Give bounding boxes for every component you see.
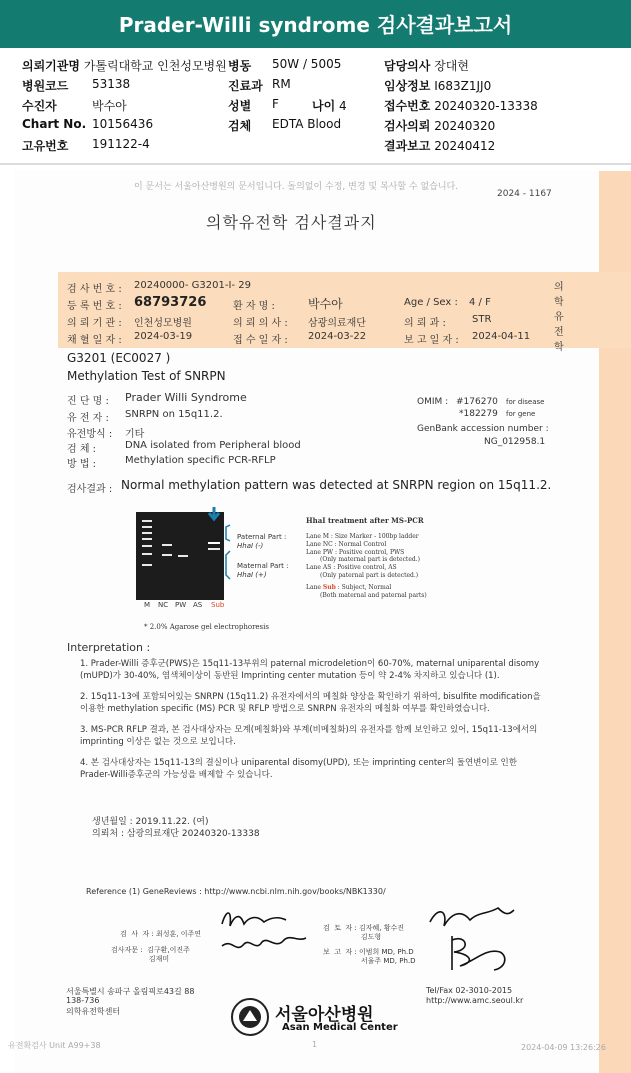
maternal-label: Maternal Part : [237, 562, 289, 570]
header-divider [0, 163, 631, 165]
collect-value: 2024-03-19 [134, 331, 193, 342]
reportdate-label: 보 고 일 자 : [404, 335, 459, 346]
value-sex: F [272, 97, 279, 111]
lane-label-as: AS [193, 601, 203, 609]
label-request-date: 검사의뢰 [384, 119, 431, 133]
gene-value: SNRPN on 15q11.2. [125, 409, 223, 420]
paternal-hhai: HhaI (-) [237, 542, 264, 550]
label-report-date: 결과보고 [384, 139, 431, 153]
value-ward: 50W / 5005 [272, 57, 342, 71]
lane-label-pw: PW [175, 601, 187, 609]
asan-logo-icon [230, 997, 270, 1037]
dx-value: Prader Willi Syndrome [125, 391, 247, 404]
legend-sub-suffix: : Subject, Normal [335, 583, 392, 591]
legend-lane-nc: Lane NC : Normal Control [306, 540, 387, 548]
agesex-value: 4 / F [469, 297, 491, 308]
value-department: RM [272, 77, 291, 91]
footer-page: 1 [312, 1040, 318, 1049]
legend-sub-prefix: Lane [306, 583, 323, 591]
label-patient: 수진자 [22, 99, 57, 113]
dx-label: 진 단 명 : [67, 396, 109, 407]
value-unique-no: 191122-4 [92, 137, 150, 151]
institution-label: 의 뢰 기 관 : [67, 318, 122, 329]
interp-item: 4. 본 검사대상자는 15q11-13의 결실이나 uniparental disomy(UPD), 또는 imprinting center의 돌연변이로 인한 Prader-Willi증후군의 가능성을 배제할 수 있습니다. [80, 758, 517, 780]
genbank-label: GenBank accession number : [417, 424, 549, 434]
method-label: 방 법 : [67, 459, 97, 470]
value-specimen: EDTA Blood [272, 117, 342, 131]
physician-value: 삼광의료재단 [308, 318, 366, 329]
specimen-label: 검 체 : [67, 444, 97, 455]
inherit-value: 기타 [125, 429, 145, 440]
label-receipt-no: 접수번호 [384, 99, 431, 113]
omim2-note: for gene [506, 410, 536, 418]
reg-value: 68793726 [134, 295, 207, 310]
sig-advisor: 검사자문 : 김구환,이진주 김재미 [111, 946, 190, 963]
sig-tester: 검 사 자 : 최성훈, 이주연 [120, 930, 202, 938]
dept-value: STR [472, 314, 492, 325]
value-clinical-info: I683Z1JJ0 [434, 79, 492, 93]
accession-value: 20240000- G3201-I- 29 [134, 280, 251, 291]
paternal-bracket-icon [226, 525, 230, 541]
collect-label: 채 혈 일 자 : [67, 335, 122, 346]
dob: 생년월일 : 2019.11.22. (여) [92, 817, 209, 827]
test-name: Methylation Test of SNRPN [67, 369, 226, 383]
label-institution: 의뢰기관명 [22, 59, 80, 73]
value-age: 4 [339, 99, 347, 113]
side-label: 의학유전학 [554, 282, 564, 353]
institution-value: 인천성모병원 [134, 318, 192, 329]
receive-label: 접 수 일 자 : [233, 335, 288, 346]
value-chart-no: 10156436 [92, 117, 154, 131]
label-hospital-code: 병원코드 [22, 79, 69, 93]
footer-right: 2024-04-09 13:26:26 [521, 1043, 606, 1052]
label-doctor: 담당의사 [384, 59, 431, 73]
value-doctor: 장대현 [434, 59, 469, 73]
label-ward: 병동 [228, 59, 252, 73]
legend-lane-m: Lane M : Size Marker - 100bp ladder [306, 533, 419, 540]
requester: 의뢰처 : 삼광의료재단 20240320-13338 [92, 829, 260, 839]
label-age: 나이 [312, 99, 336, 113]
omim-label: OMIM : [417, 397, 449, 407]
value-institution: 가톨릭대학교 인천성모병원 [83, 59, 227, 73]
genbank-value: NG_012958.1 [484, 437, 546, 447]
report-title: Prader-Willi syndrome 검사결과보고서 [0, 0, 631, 48]
label-specimen: 검체 [228, 119, 252, 133]
website: http://www.amc.seoul.kr [426, 996, 524, 1005]
legend-sub-highlight: Sub [322, 583, 336, 591]
gene-label: 유 전 자 : [67, 413, 109, 424]
agesex-label: Age / Sex : [404, 297, 458, 308]
doc-number: 2024 - 1167 [497, 189, 552, 199]
legend-lane-as: Lane AS : Positive control, AS [306, 564, 397, 572]
reg-label: 등 록 번 호 : [67, 301, 122, 312]
maternal-hhai: HhaI (+) [237, 571, 267, 579]
maternal-bracket-icon [226, 551, 230, 579]
sig-reporter: 보 고 자 : 이범희 MD, Ph.D 서율주 MD, Ph.D [323, 948, 416, 965]
accession-label: 검 사 번 호 : [67, 284, 122, 295]
interp-title: Interpretation : [67, 641, 151, 654]
address-line-2: 138-736 [66, 996, 100, 1005]
signature-image [422, 900, 522, 980]
figure-caption: * 2.0% Agarose gel electrophoresis [144, 623, 269, 631]
interp-item: 3. MS-PCR RFLP 결과, 본 검사대상자는 모계(메칠화)와 부계(비메칠화)의 유전자를 함께 보인하고 있어, 15q11-13에서의 imprinting 이상은 없는 것으로 보입니다. [80, 725, 538, 747]
value-patient: 박수아 [92, 99, 127, 113]
test-code: G3201 (EC0027 ) [67, 351, 171, 365]
physician-label: 의 뢰 의 사 : [233, 318, 288, 329]
paternal-label: Paternal Part : [237, 533, 287, 541]
method-value: Methylation specific PCR-RFLP [125, 455, 276, 466]
figure-legend [306, 533, 427, 599]
interp-list [80, 659, 542, 781]
lane-label-m: M [144, 601, 151, 609]
omim1: #176270 [456, 397, 498, 407]
omim1-note: for disease [506, 398, 545, 406]
value-request-date: 20240320 [434, 119, 496, 133]
reportdate-value: 2024-04-11 [472, 331, 531, 342]
result-text: Normal methylation pattern was detected at SNRPN region on 15q11.2. [121, 478, 552, 492]
report-notice: 이 문서는 서울아산병원의 문서입니다. 돌의없이 수정, 변경 및 복사할 수 없습니다. [134, 182, 459, 192]
figure-title: HhaI treatment after MS-PCR [306, 516, 424, 525]
legend-lane-sub [306, 584, 427, 592]
reference: Reference (1) GeneReviews : http://www.ncbi.nlm.nih.gov/books/NBK1330/ [86, 887, 386, 896]
hospital-name-en: Asan Medical Center [282, 1022, 398, 1033]
lane-label-sub: Sub [211, 601, 225, 609]
dept-label: 의 뢰 과 : [404, 318, 446, 329]
receive-value: 2024-03-22 [308, 331, 367, 342]
label-chart-no: Chart No. [22, 117, 87, 131]
inherit-label: 유전방식 : [67, 429, 113, 440]
legend-lane-pw: Lane PW : Positive control, PWS [306, 548, 405, 556]
specimen-value: DNA isolated from Peripheral blood [125, 440, 301, 451]
interp-item: 2. 15q11-13에 포함되어있는 SNRPN (15q11.2) 유전자에서의 메칠화 양상을 확인하기 위하여, bisulfite modification을 이용한 methylation specific (MS) PCR 및 RFLP 방법으로 SNRPN 유전자의 메칠화 여부를 확인하였습니다. [80, 692, 541, 714]
telfax: Tel/Fax 02-3010-2015 [426, 986, 513, 995]
legend-lane-sub-note: (Both maternal and paternal parts) [320, 591, 427, 599]
patient-label: 환 자 명 : [233, 301, 275, 312]
result-label: 검사결과 : [67, 484, 113, 495]
label-sex: 성별 [228, 99, 252, 113]
value-report-date: 20240412 [434, 139, 496, 153]
value-hospital-code: 53138 [92, 77, 131, 91]
arrow-down-icon [209, 507, 219, 519]
address-line-1: 서울특별시 송파구 올림픽로43길 88 [66, 987, 195, 996]
label-clinical-info: 임상정보 [384, 79, 431, 93]
hospital-name-ko: 서울아산병원 [275, 1005, 374, 1025]
label-unique-no: 고유번호 [22, 139, 69, 153]
value-receipt-no: 20240320-13338 [434, 99, 538, 113]
omim2: *182279 [459, 409, 498, 419]
address-line-3: 의학유전학센터 [66, 1007, 121, 1016]
legend-lane-as-note: (Only paternal part is detected.) [320, 571, 419, 579]
legend-lane-pw-note: (Only maternal part is detected.) [320, 556, 420, 564]
report-main-title: 의학유전학 검사결과지 [206, 213, 377, 232]
label-department: 진료과 [228, 79, 263, 93]
sig-reviewer: 검 토 자 : 김자혜, 황수진 김도형 [323, 924, 405, 941]
lane-label-nc: NC [158, 601, 169, 609]
interp-item: 1. Prader-Willi 증후군(PWS)은 15q11-13부위의 paternal microdeletion이 60-70%, maternal uniparental disomy (mUPD)가 30-40%, 염색체이상이 동반된 Imprinting center mutation 등이 약 2-4% 차지하고 있습니다 (1). [80, 659, 540, 681]
signature-image [214, 902, 314, 962]
patient-value: 박수아 [308, 297, 343, 311]
footer-left: 유전확검사 Unit A99+38 [8, 1041, 101, 1050]
